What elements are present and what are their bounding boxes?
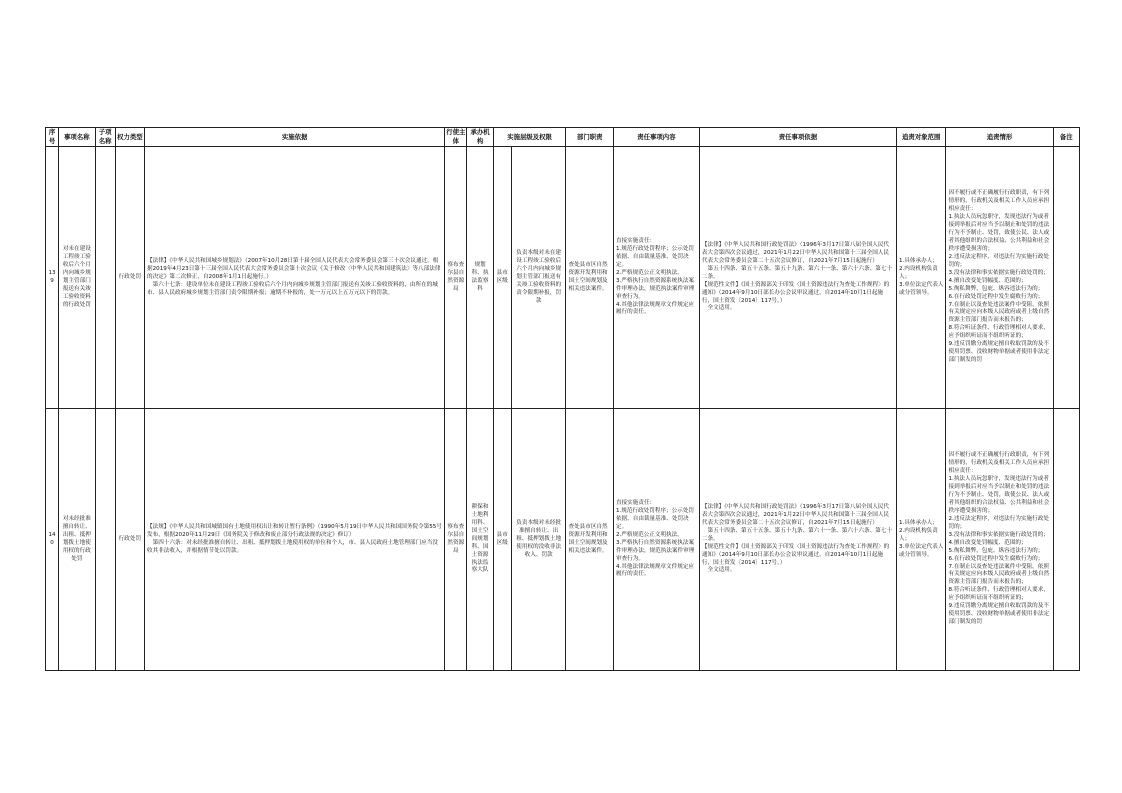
cell-duty: 查处县市区自然资源开发利用和国土空间规划及相关违法案件。 — [566, 409, 614, 671]
basis-article-text: 第六十七条：建设单位未在建设工程竣工验收后六个月内向城乡规划主管部门报送有关竣工验收资料的，由所在的城市、县人民政府城乡规划主管部门责令限期补报；逾期不补报的，处一万元以上五万元以下的罚款。 — [147, 281, 438, 296]
header-subject: 行使主体 — [446, 128, 466, 146]
cell-target: 1.具体承办人； 2.内设机构负责人； 3.单位法定代表人或分管领导。 — [896, 147, 946, 409]
header-note: 备注 — [1053, 128, 1079, 147]
header-basis: 实施依据 — [145, 128, 445, 147]
cell-seq: 139 — [46, 147, 59, 409]
header-target: 追责对象范围 — [896, 128, 946, 147]
header-dept: 承办机构 — [467, 128, 493, 147]
header-type: 权力类型 — [115, 128, 144, 147]
cell-resp-basis — [699, 409, 896, 671]
basis-law-text: 【法规】《中华人民共和国城镇国有土地使用权出让和转让暂行条例》（1990年5月19日中华人民共和国国务院令第55号发布，根据2020年11月29日《国务院关于修改和废止部分行政法规的决定》修订） — [147, 523, 442, 538]
resp-basis-normative: 【规范性文件】《国土资源部关于印发〈国土资源违法行为查处工作规程〉的通知》（2014年9月10日部长办公会议审议通过，自2014年10月1日起施行，国土资发〔2014〕117号。） — [701, 543, 890, 566]
cell-subject: 察布查尔县自然资源局 — [445, 147, 467, 409]
header-duty: 部门职责 — [566, 128, 614, 147]
cell-situation: 因不履行或不正确履行行政职责，有下列情形的，行政机关及相关工作人员应承担相应责任： 1.执法人员玩忽职守，发现违法行为或者接到举报后对应当予以制止和处罚的违法行为不予制止、处罚，致使公民、法人或者其他组织的合法权益、公共利益和社会秩序遭受损害的； 2.违反法定程序，对违法行为实施行政处罚的； 3.没有法律和事实依据实施行政处罚的； 4.擅自改变处罚幅度、范围的； 5.徇私舞弊，包庇、纵容违法行为的； 6.在行政处罚过程中发生腐败行为的； 7.在制止以及查处违法案件中受阻，依照有关规定应向本级人民政府或者上级自然资源主管部门报告而未报告的； 8.符合听证条件、行政管理相对人要求，应予组织听证而不组织听证的； 9.违反罚缴分离规定擅自收取罚款的及不使用罚票、没收财物单据或者使用非法定部门制发的罚 — [946, 409, 1053, 671]
cell-basis — [145, 409, 445, 671]
responsibility-table — [45, 127, 1080, 671]
table-row — [46, 147, 1080, 409]
resp-basis-law: 【法律】《中华人民共和国行政处罚法》（1996年3月17日第八届全国人民代表大会第四次会议通过，2021年1月22日中华人民共和国第十三届全国人民代表大会常务委员会第二十五次会议修订，自2021年7月15日起施行） — [701, 241, 890, 264]
basis-article-text: 第四十六条：对未经批准擅自转让、出租、抵押划拨土地使用权的单位和个人，市、县人民政府土地管理部门应当没收其非法收入，并根据情节处以罚款。 — [147, 539, 438, 554]
header-resp: 责任事项内容 — [613, 128, 699, 147]
cell-resp-basis — [699, 147, 896, 409]
header-row — [46, 128, 1080, 147]
header-seq: 序号 — [46, 128, 59, 147]
cell-subname — [95, 409, 115, 671]
header-level: 实施层级及权限 — [493, 128, 566, 147]
cell-name: 对未在建设工程竣工验收后六个月内向城乡规划主管部门报送有关竣工验收资料的行政处罚 — [59, 147, 95, 409]
resp-basis-normative: 【规范性文件】《国土资源部关于印发〈国土资源违法行为查处工作规程〉的通知》（2014年9月10日部长办公会议审议通过，自2014年10月1日起施行，国土资发〔2014〕117号。） — [701, 281, 890, 304]
cell-authority: 负责本级对未经批准擅自转让、出租、抵押划拨土地使用权的没收非法收入、罚款 — [511, 409, 566, 671]
cell-level: 县市区级 — [493, 409, 511, 671]
cell-type: 行政处罚 — [115, 409, 144, 671]
cell-target: 1.具体承办人； 2.内设机构负责人； 3.单位法定代表人或分管领导。 — [896, 409, 946, 671]
cell-subname — [95, 147, 115, 409]
header-subname: 子项名称 — [95, 128, 115, 147]
cell-dept: 耕保和土地利用科、国土空间规划科、国土资源执法监察大队 — [467, 409, 493, 671]
cell-resp: 直接实施责任： 1.规范行政处罚程序；公示处罚依据、自由裁量基准、处罚决定。 2.严格规范公正文明执法。 3.严格执行自然资源系统执法案件审理办法，规范执法案件审理审查行为。 4.其他法律法规规章文件规定应履行的责任。 — [613, 147, 699, 409]
cell-authority: 负责本级对未在建设工程竣工验收后六个月内向城乡规划主管部门报送有关竣工验收资料的责令限期补报，罚款 — [511, 147, 566, 409]
cell-basis — [145, 147, 445, 409]
resp-basis-articles: 第五十四条、第五十五条、第五十九条、第六十一条、第六十六条、第七十二条。 — [701, 265, 893, 280]
cell-dept: 规划科、执法监察科 — [467, 147, 493, 409]
resp-basis-articles: 第五十四条、第五十五条、第五十九条、第六十一条、第六十六条、第七十二条。 — [701, 527, 893, 542]
cell-type: 行政处罚 — [115, 147, 144, 409]
resp-basis-applies: 全文适用。 — [707, 567, 736, 574]
basis-law-text: 【法律】《中华人民共和国城乡规划法》（2007年10月28日第十届全国人民代表大会常务委员会第三十次会议通过，根据2019年4月23日第十三届全国人民代表大会常务委员会第十次会议《关于修改〈中华人民共和国建筑法〉等八部法律的决定》第二次修正，自2008年1月1日起施行。） — [147, 257, 441, 280]
header-situation: 追责情形 — [946, 128, 1053, 147]
resp-basis-applies: 全文适用。 — [707, 305, 736, 312]
header-resp-basis: 责任事项依据 — [699, 128, 896, 147]
cell-note — [1053, 409, 1079, 671]
cell-resp: 直接实施责任： 1.规范行政处罚程序；公示处罚依据、自由裁量基准、处罚决定。 2.严格规范公正文明执法。 3.严格执行自然资源系统执法案件审理办法，规范执法案件审理审查行为。 4.其他法律法规规章文件规定应履行的责任。 — [613, 409, 699, 671]
cell-note — [1053, 147, 1079, 409]
cell-duty: 查处县市区自然资源开发利用和国土空间规划及相关违法案件。 — [566, 147, 614, 409]
table-row — [46, 409, 1080, 671]
cell-situation: 因不履行或不正确履行行政职责，有下列情形的，行政机关及相关工作人员应承担相应责任： 1.执法人员玩忽职守，发现违法行为或者接到举报后对应当予以制止和处罚的违法行为不予制止、处罚，致使公民、法人或者其他组织的合法权益、公共利益和社会秩序遭受损害的； 2.违反法定程序，对违法行为实施行政处罚的； 3.没有法律和事实依据实施行政处罚的； 4.擅自改变处罚幅度、范围的； 5.徇私舞弊，包庇、纵容违法行为的； 6.在行政处罚过程中发生腐败行为的； 7.在制止以及查处违法案件中受阻，依照有关规定应向本级人民政府或者上级自然资源主管部门报告而未报告的； 8.符合听证条件、行政管理相对人要求，应予组织听证而不组织听证的； 9.违反罚缴分离规定擅自收取罚款的及不使用罚票、没收财物单据或者使用非法定部门制发的罚 — [946, 147, 1053, 409]
cell-subject: 察布查尔县自然资源局 — [445, 409, 467, 671]
header-name: 事项名称 — [59, 128, 95, 147]
cell-name: 对未经批准擅自转让、出租、抵押划拨土地使用权的行政处罚 — [59, 409, 95, 671]
cell-level: 县市区级 — [493, 147, 511, 409]
cell-seq: 140 — [46, 409, 59, 671]
resp-basis-law: 【法律】《中华人民共和国行政处罚法》（1996年3月17日第八届全国人民代表大会第四次会议通过，2021年1月22日中华人民共和国第十三届全国人民代表大会常务委员会第二十五次会议修订，自2021年7月15日起施行） — [701, 503, 890, 526]
